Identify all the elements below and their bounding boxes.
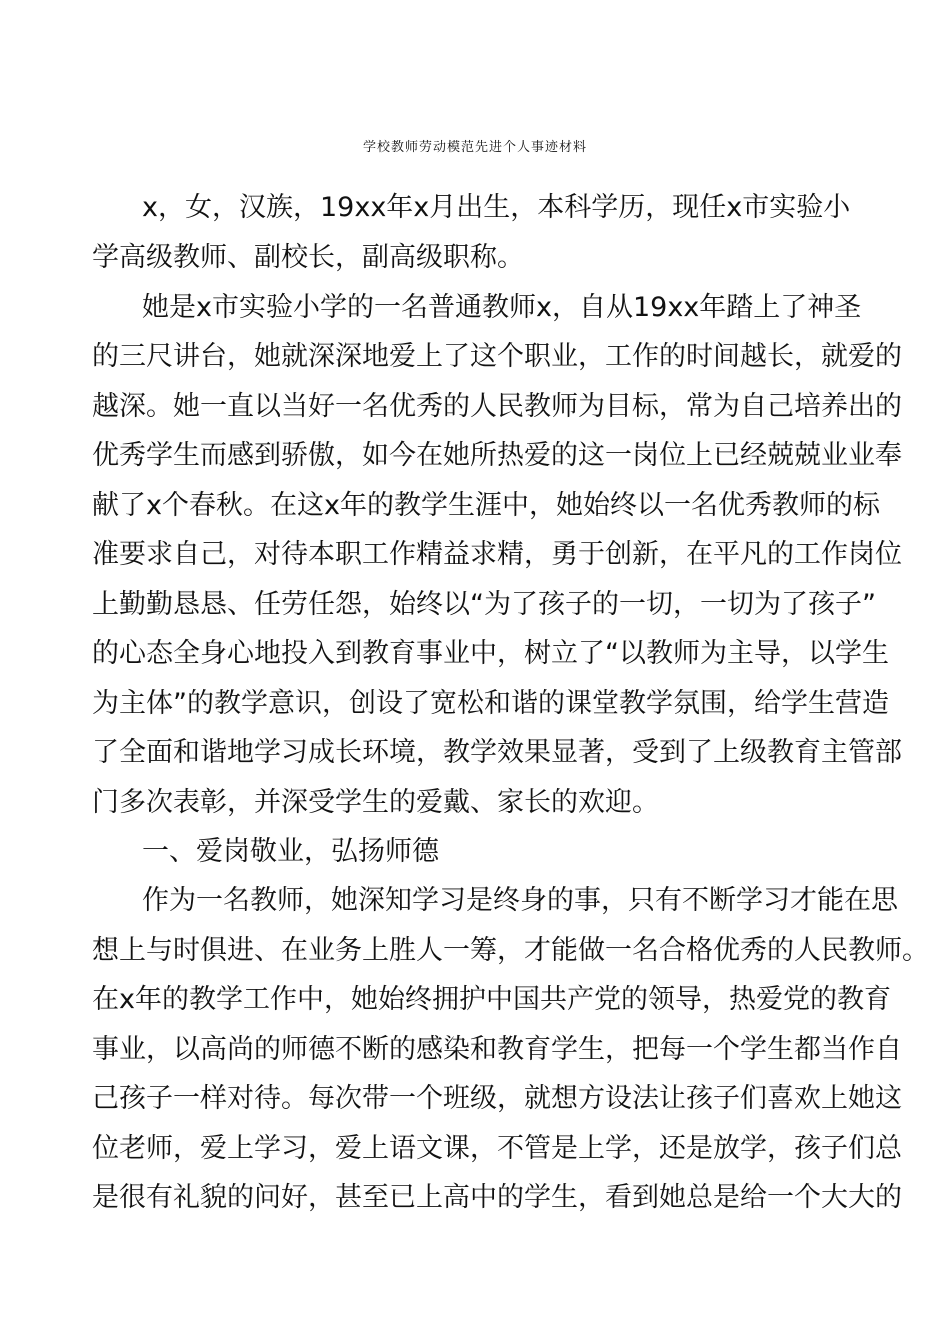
paragraph-2-line-7: 上勤勤恳恳、任劳任怨，始终以“为了孩子的一切，一切为了孩子” — [92, 589, 876, 620]
document-title: 学校教师劳动模范先进个人事迹材料 — [362, 140, 587, 155]
paragraph-2-line-9: 为主体”的教学意识，创设了宽松和谐的课堂教学氛围，给学生营造 — [92, 688, 889, 719]
paragraph-3-line-7: 是很有礼貌的问好，甚至已上高中的学生，看到她总是给一个大大的 — [92, 1182, 902, 1213]
paragraph-2-line-1: 她是x市实验小学的一名普通教师x，自从19xx年踏上了神圣 — [142, 292, 862, 323]
section-heading-1: 一、爱岗敬业，弘扬师德 — [142, 836, 439, 867]
paragraph-2-line-2: 的三尺讲台，她就深深地爱上了这个职业，工作的时间越长，就爱的 — [92, 341, 902, 372]
paragraph-2-line-10: 了全面和谐地学习成长环境，教学效果显著，受到了上级教育主管部 — [92, 737, 902, 768]
paragraph-2-line-8: 的心态全身心地投入到教育事业中，树立了“以教师为主导，以学生 — [92, 638, 889, 669]
paragraph-3-line-6: 位老师，爱上学习，爱上语文课，不管是上学，还是放学，孩子们总 — [92, 1133, 902, 1164]
paragraph-2-line-11: 门多次表彰，并深受学生的爱戴、家长的欢迎。 — [92, 787, 659, 818]
paragraph-3-line-4: 事业，以高尚的师德不断的感染和教育学生，把每一个学生都当作自 — [92, 1034, 902, 1065]
paragraph-3-line-5: 己孩子一样对待。每次带一个班级，就想方设法让孩子们喜欢上她这 — [92, 1083, 902, 1114]
paragraph-2-line-6: 准要求自己，对待本职工作精益求精，勇于创新，在平凡的工作岗位 — [92, 539, 902, 570]
paragraph-1-line-1: x，女，汉族，19xx年x月出生，本科学历，现任x市实验小 — [142, 192, 851, 223]
paragraph-3-line-1: 作为一名教师，她深知学习是终身的事，只有不断学习才能在思 — [142, 885, 898, 916]
paragraph-3-line-2: 想上与时俱进、在业务上胜人一筹，才能做一名合格优秀的人民教师。 — [92, 935, 929, 966]
paragraph-1-line-2: 学高级教师、副校长，副高级职称。 — [92, 242, 524, 273]
paragraph-2-line-3: 越深。她一直以当好一名优秀的人民教师为目标，常为自己培养出的 — [92, 391, 902, 422]
paragraph-3-line-3: 在x年的教学工作中，她始终拥护中国共产党的领导，热爱党的教育 — [92, 984, 891, 1015]
paragraph-2-line-5: 献了x个春秋。在这x年的教学生涯中，她始终以一名优秀教师的标 — [92, 490, 880, 521]
paragraph-2-line-4: 优秀学生而感到骄傲，如今在她所热爱的这一岗位上已经兢兢业业奉 — [92, 440, 902, 471]
